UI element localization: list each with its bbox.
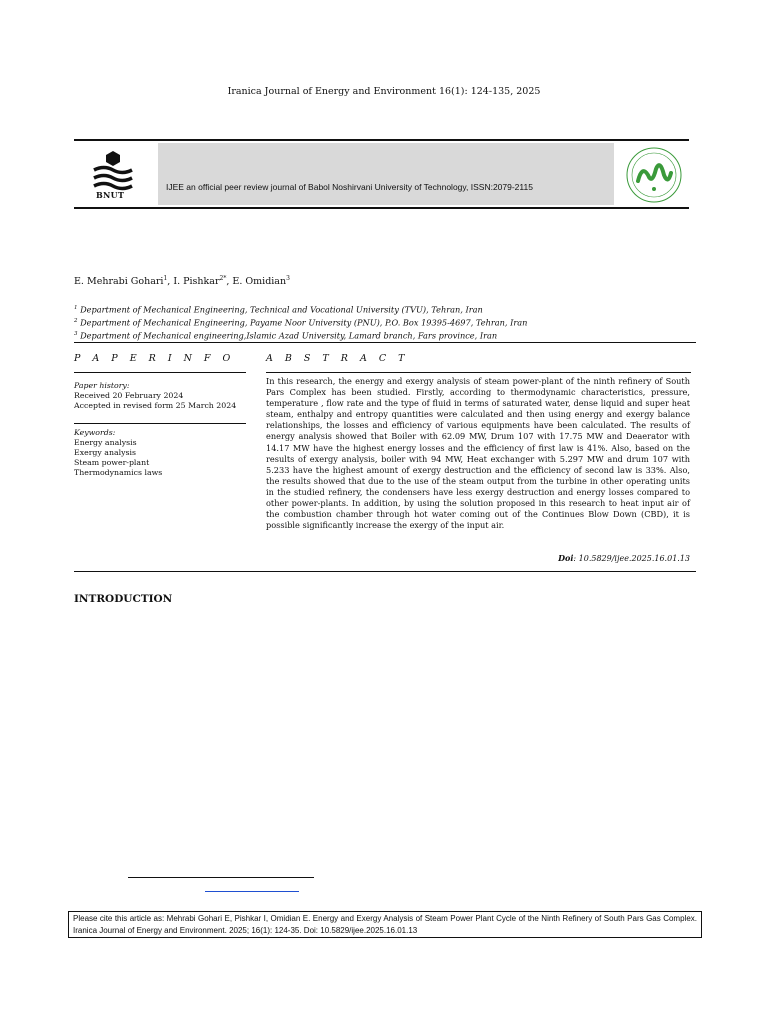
banner-background	[158, 143, 614, 205]
author-name: , E. Omidian	[226, 276, 287, 288]
corresponding-email-link[interactable]	[205, 891, 299, 892]
keyword-item: Energy analysis	[74, 438, 137, 447]
author-marker: 3	[286, 275, 290, 282]
author-marker: 1	[163, 275, 168, 282]
author-name: E. Mehrabi Gohari	[74, 276, 164, 288]
accepted-date: Accepted in revised form 25 March 2024	[74, 401, 237, 410]
keyword-item: Thermodynamics laws	[74, 468, 163, 477]
keyword-item: Steam power-plant	[74, 458, 150, 467]
ijee-logo	[624, 145, 684, 205]
history-label: Paper history:	[74, 381, 130, 390]
affiliation-2: $^2$ Department of Mechanical Engineering, Payame Noor University (PNU), P.O. Box 19395-4697, Tehran, Iran	[74, 317, 528, 328]
paper-history	[74, 381, 236, 411]
citation-box	[68, 911, 702, 938]
keywords	[74, 428, 162, 478]
keyword-item: Exergy analysis	[74, 448, 137, 457]
paper-info-heading: P A P E R I N F O	[74, 353, 235, 364]
doi-value: : 10.5829/ijee.2025.16.01.13	[573, 554, 690, 563]
affiliations	[74, 303, 527, 343]
top-divider	[74, 342, 696, 343]
doi-label: Doi	[558, 553, 574, 563]
abstract-text: In this research, the energy and exergy analysis of steam power-plant of the ninth refinery of South Pars Complex has been studied. Firstly, according to thermodynamic characteristics, pressure, temperature , flow rate and the type of fluid in terms of saturated water, dense liquid and super heat steam, enthalpy and entropy quantities were calculated and then using energy and exergy balance relationships, the losses and efficiency of various equipments have been calculated. The results of energy analysis showed that Boiler with 62.09 MW, Drum 107 with 17.75 MW and Deaerator with 14.17 MW have the highest energy losses and the efficiency of first law is 41%. Also, based on the results of exergy analysis, boiler with 94 MW, Heat exchanger with 5.297 MW and drum 107 with 5.233 have the highest amount of exergy destruction and the efficiency of second law is 33%. Also, the results showed that due to the use of the steam output from the turbine in other operating units in the studied refinery, the condensers have less exergy destruction and energy losses compared to other power-plants. In addition, by using the solution proposed in this research to heat input air of the combustion chamber through hot water coming out of the Continues Blow Down (CBD), it is possible significantly increase the exergy of the input air.	[266, 376, 690, 531]
abstract-rule	[266, 372, 691, 373]
introduction-heading: INTRODUCTION	[74, 593, 173, 605]
authors	[74, 275, 290, 287]
paper-info-rule	[74, 372, 246, 373]
affiliation-3: $^3$ Department of Mechanical engineering,Islamic Azad University, Lamard branch, Fars province, Iran	[74, 331, 498, 342]
running-head: Iranica Journal of Energy and Environment 16(1): 124-135, 2025	[227, 86, 541, 97]
author-name: , I. Pishkar	[167, 276, 220, 288]
bottom-divider	[74, 571, 696, 572]
journal-banner	[74, 139, 689, 209]
affiliation-1: $^1$ Department of Mechanical Engineering, Technical and Vocational University (TVU), Tehran, Iran	[74, 304, 483, 315]
doi	[558, 553, 690, 563]
citation-text: Please cite this article as: Mehrabi Gohari E, Pishkar I, Omidian E. Energy and Exergy Analysis of Steam Power Plant Cycle of the Ninth Refinery of South Pars Gas Complex. Iranica Journal of Energy and Environment. 2025; 16(1): 124-35. Doi: 10.5829/ijee.2025.16.01.13	[73, 914, 697, 935]
author-marker: 2*	[219, 275, 227, 282]
received-date: Received 20 February 2024	[74, 391, 184, 400]
keywords-label: Keywords:	[74, 428, 116, 437]
history-rule	[74, 423, 246, 424]
footnote-rule	[128, 877, 314, 878]
bnut-label: BNUT	[96, 190, 125, 200]
abstract-heading: A B S T R A C T	[266, 353, 409, 364]
banner-text: IJEE an official peer review journal of Babol Noshirvani University of Technology, ISSN:2079-2115	[166, 182, 533, 192]
